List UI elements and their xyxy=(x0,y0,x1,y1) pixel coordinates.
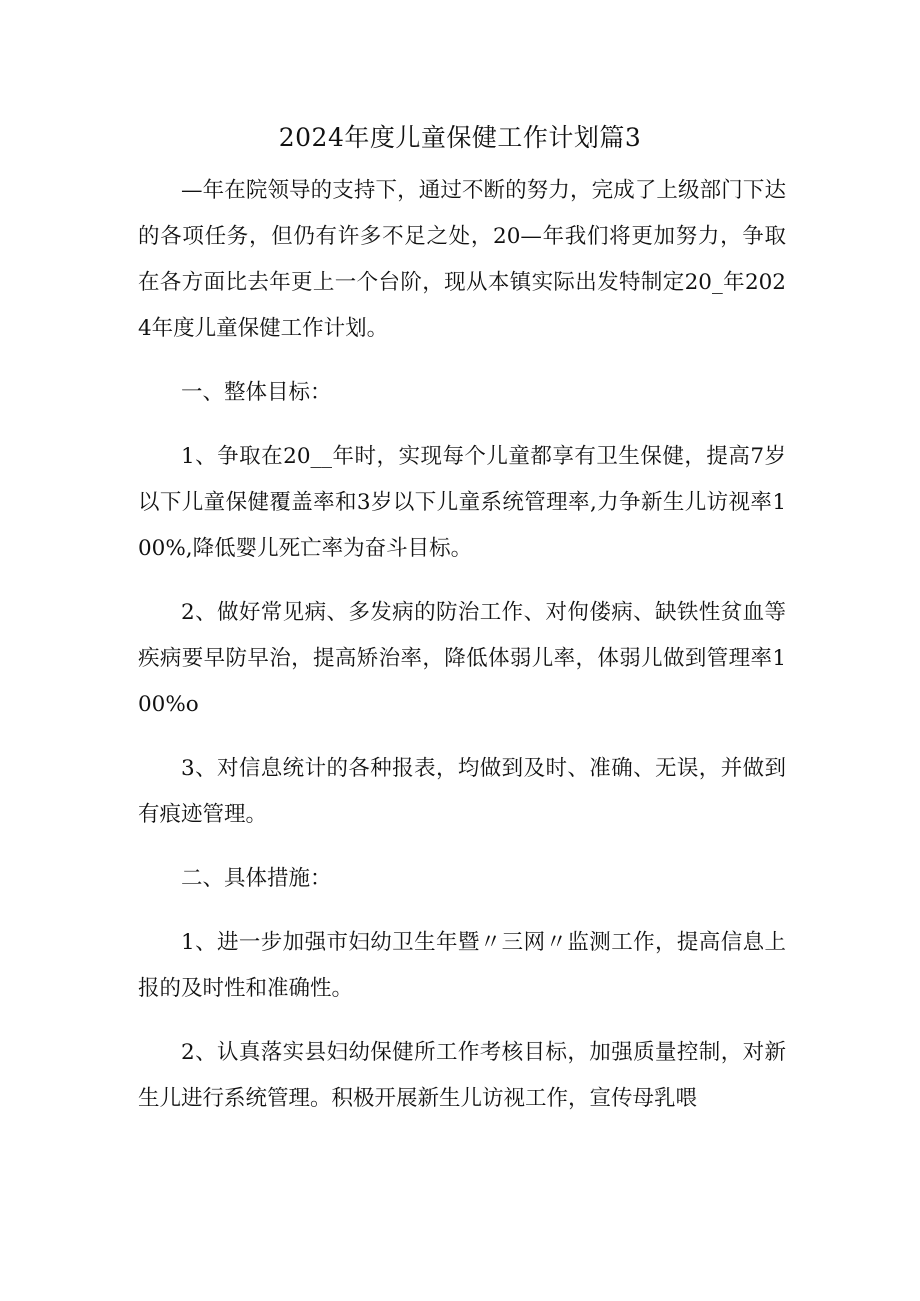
intro-paragraph: —年在院领导的支持下，通过不断的努力，完成了上级部门下达的各项任务，但仍有许多不足之处，20—年我们将更加努力，争取在各方面比去年更上一个台阶，现从本镇实际出发特制定20_年2024年度儿童保健工作计划。 xyxy=(138,178,786,341)
measure-item-1: 1、进一步加强市妇幼卫生年暨〃三网〃监测工作，提高信息上报的及时性和准确性。 xyxy=(138,930,786,1001)
section-heading-goals: 一、整体目标： xyxy=(181,380,332,405)
goal-item-3: 3、对信息统计的各种报表，均做到及时、准确、无误，并做到有痕迹管理。 xyxy=(138,756,786,827)
document-title: 2024年度儿童保健工作计划篇3 xyxy=(278,123,642,152)
measure-item-2: 2、认真落实县妇幼保健所工作考核目标，加强质量控制，对新生儿进行系统管理。积极开展新生儿访视工作，宣传母乳喂 xyxy=(138,1040,786,1111)
document-body xyxy=(138,168,786,1122)
goal-item-1: 1、争取在20__年时，实现每个儿童都享有卫生保健，提高7岁以下儿童保健覆盖率和3岁以下儿童系统管理率,力争新生儿访视率100%,降低婴儿死亡率为奋斗目标。 xyxy=(138,444,786,561)
goal-item-2: 2、做好常见病、多发病的防治工作、对佝偻病、缺铁性贫血等疾病要早防早治，提高矫治率，降低体弱儿率，体弱儿做到管理率100%o xyxy=(138,600,786,717)
section-heading-measures: 二、具体措施： xyxy=(181,866,332,891)
